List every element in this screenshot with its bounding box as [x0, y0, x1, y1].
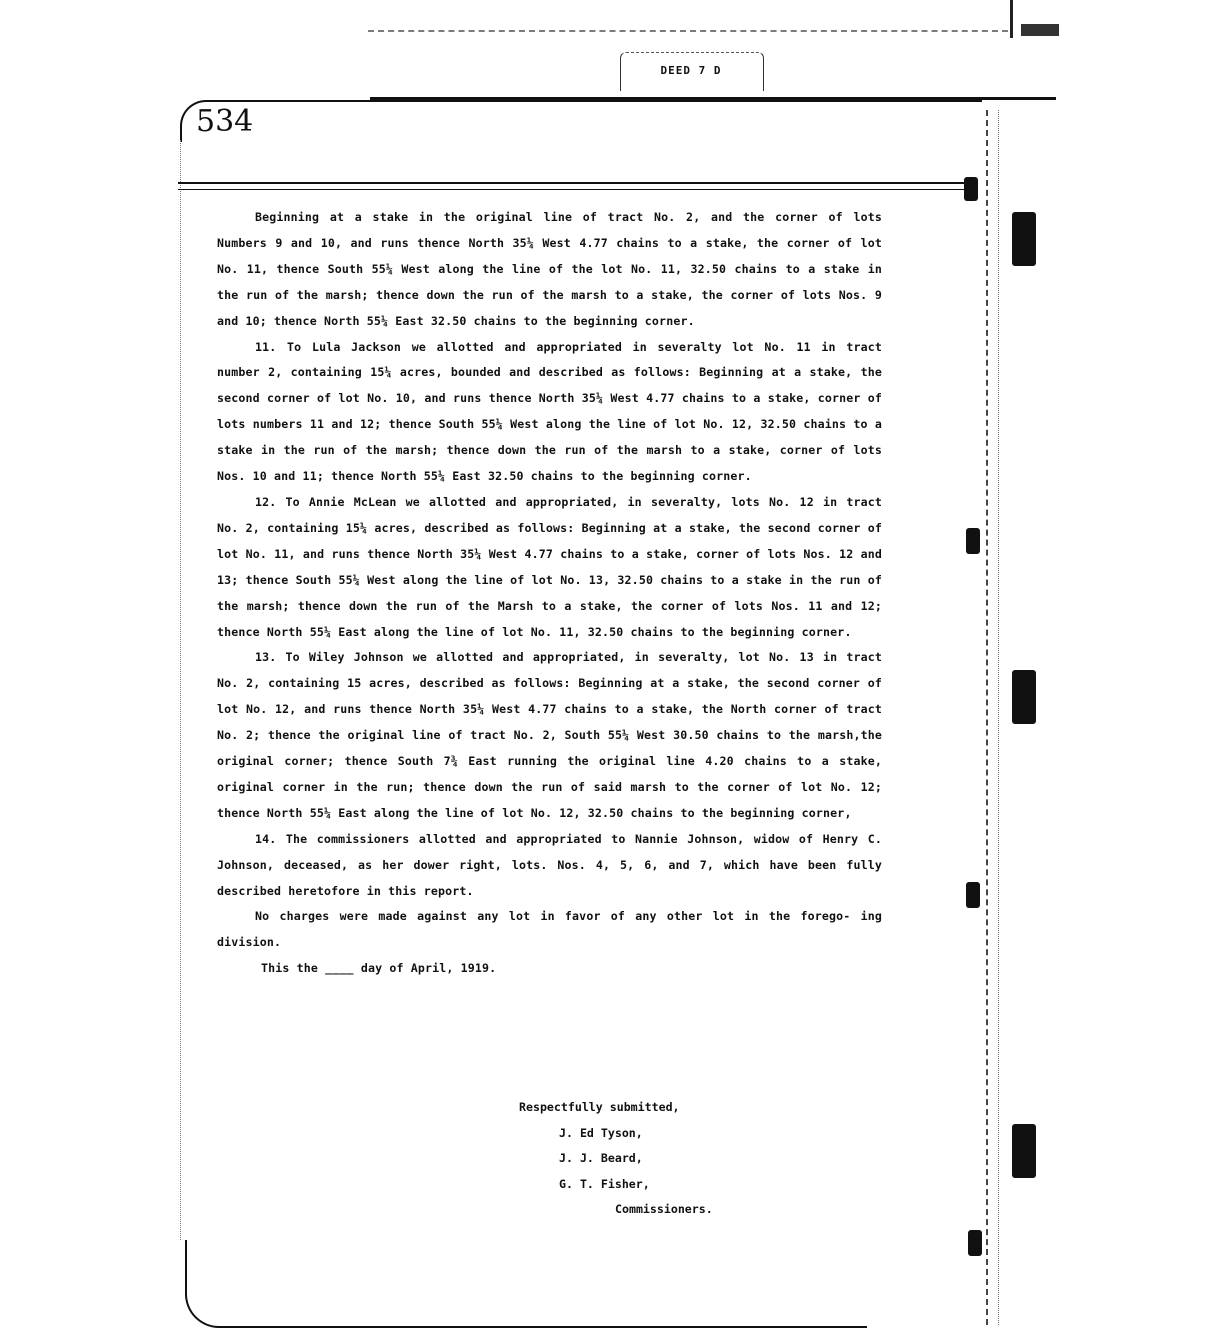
closing-line: Respectfully submitted, [519, 1100, 680, 1114]
binding-mark [1012, 1124, 1036, 1178]
paragraph-beginning: Beginning at a stake in the original line of tract No. 2, and the corner of lots Numbers 9 and 10, and runs thence North 35¼ West 4.77 chains to a stake, the corner of lot No. 11, thence South 55¼ West along the line of the lot No. 11, 32.50 chains to a stake in the run of the marsh; thence down the run of the marsh to a stake, the corner of lots Nos. 9 and 10; thence North 55¼ East 32.50 chains to the beginning corner. [217, 210, 882, 328]
signature-block [519, 1095, 713, 1223]
paragraph-lot-12: 12. To Annie McLean we allotted and appropriated, in severalty, lots No. 12 in tract No. 2, containing 15¼ acres, described as follows: Beginning at a stake, the second corner of lot No. 11, and runs thence North 35¼ West 4.77 chains to a stake, corner of lots Nos. 12 and 13; thence South 55¼ West along the line of lot No. 13, 32.50 chains to a stake in the run of the marsh; thence down the run of the Marsh to a stake, the corner of lots Nos. 11 and 12; thence North 55¼ East along the line of lot No. 11, 32.50 chains to the beginning corner. [217, 494, 882, 639]
paragraph-lot-11: 11. To Lula Jackson we allotted and appropriated in severalty lot No. 11 in tract number 2, containing 15¼ acres, bounded and described as follows: Beginning at a stake, the second corner of lot No. 10, and runs thence North 35¼ West 4.77 chains to a stake, corner of lots numbers 11 and 12; thence South 55¼ West along the line of lot No. 12, 32.50 chains to a stake in the run of the marsh; thence down the run of the marsh to a stake, corner of lots Nos. 10 and 11; thence North 55¼ East 32.50 chains to the beginning corner. [217, 339, 882, 484]
top-dashed-rule [368, 30, 1008, 32]
binding-mark [1012, 212, 1036, 266]
page-number: 534 [196, 104, 254, 139]
binding-mark [966, 882, 980, 908]
binding-mark [1012, 670, 1036, 724]
deed-body [217, 205, 882, 982]
header-rule [178, 182, 978, 184]
commissioners-title: Commissioners. [615, 1202, 713, 1217]
paragraph-dower: 14. The commissioners allotted and appropriated to Nannie Johnson, widow of Henry C. Johnson, deceased, as her dower right, lots. Nos. 4, 5, 6, and 7, which have been fully described heretofore in this report. [217, 831, 882, 898]
deed-tab-label: DEED 7 D [660, 64, 722, 77]
page-frame-left [180, 140, 182, 1240]
date-line: This the ____ day of April, 1919. [261, 961, 497, 976]
commissioner-name: J. J. Beard, [559, 1151, 643, 1166]
commissioner-name: J. Ed Tyson, [559, 1125, 643, 1140]
binding-mark [966, 528, 980, 554]
page-frame-bottom [185, 1240, 867, 1328]
corner-scan-mark [1010, 0, 1059, 38]
paragraph-lot-13: 13. To Wiley Johnson we allotted and appropriated, in severalty, lot No. 13 in tract No. 2, containing 15 acres, described as follows: Beginning at a stake, the second corner of lot No. 12, and runs thence North 35¼ West 4.77 chains to a stake, the North corner of tract No. 2; thence the original line of tract No. 2, South 55¼ West 30.50 chains to the marsh,the original corner; thence South 7¾ East running the original line 4.20 chains to a stake, original corner in the run; thence down the run of said marsh to the corner of lot No. 12; thence North 55¼ East along the line of lot No. 12, 32.50 chains to the beginning corner, [217, 650, 882, 820]
binding-margin [986, 110, 999, 1325]
header-rule-mark [964, 177, 978, 201]
commissioner-name: G. T. Fisher, [559, 1176, 650, 1191]
header-rule-thin [178, 189, 978, 190]
paragraph-no-charges: No charges were made against any lot in favor of any other lot in the forego- ing division. [217, 909, 882, 950]
binding-mark [968, 1230, 982, 1256]
page-frame-top [180, 100, 982, 142]
